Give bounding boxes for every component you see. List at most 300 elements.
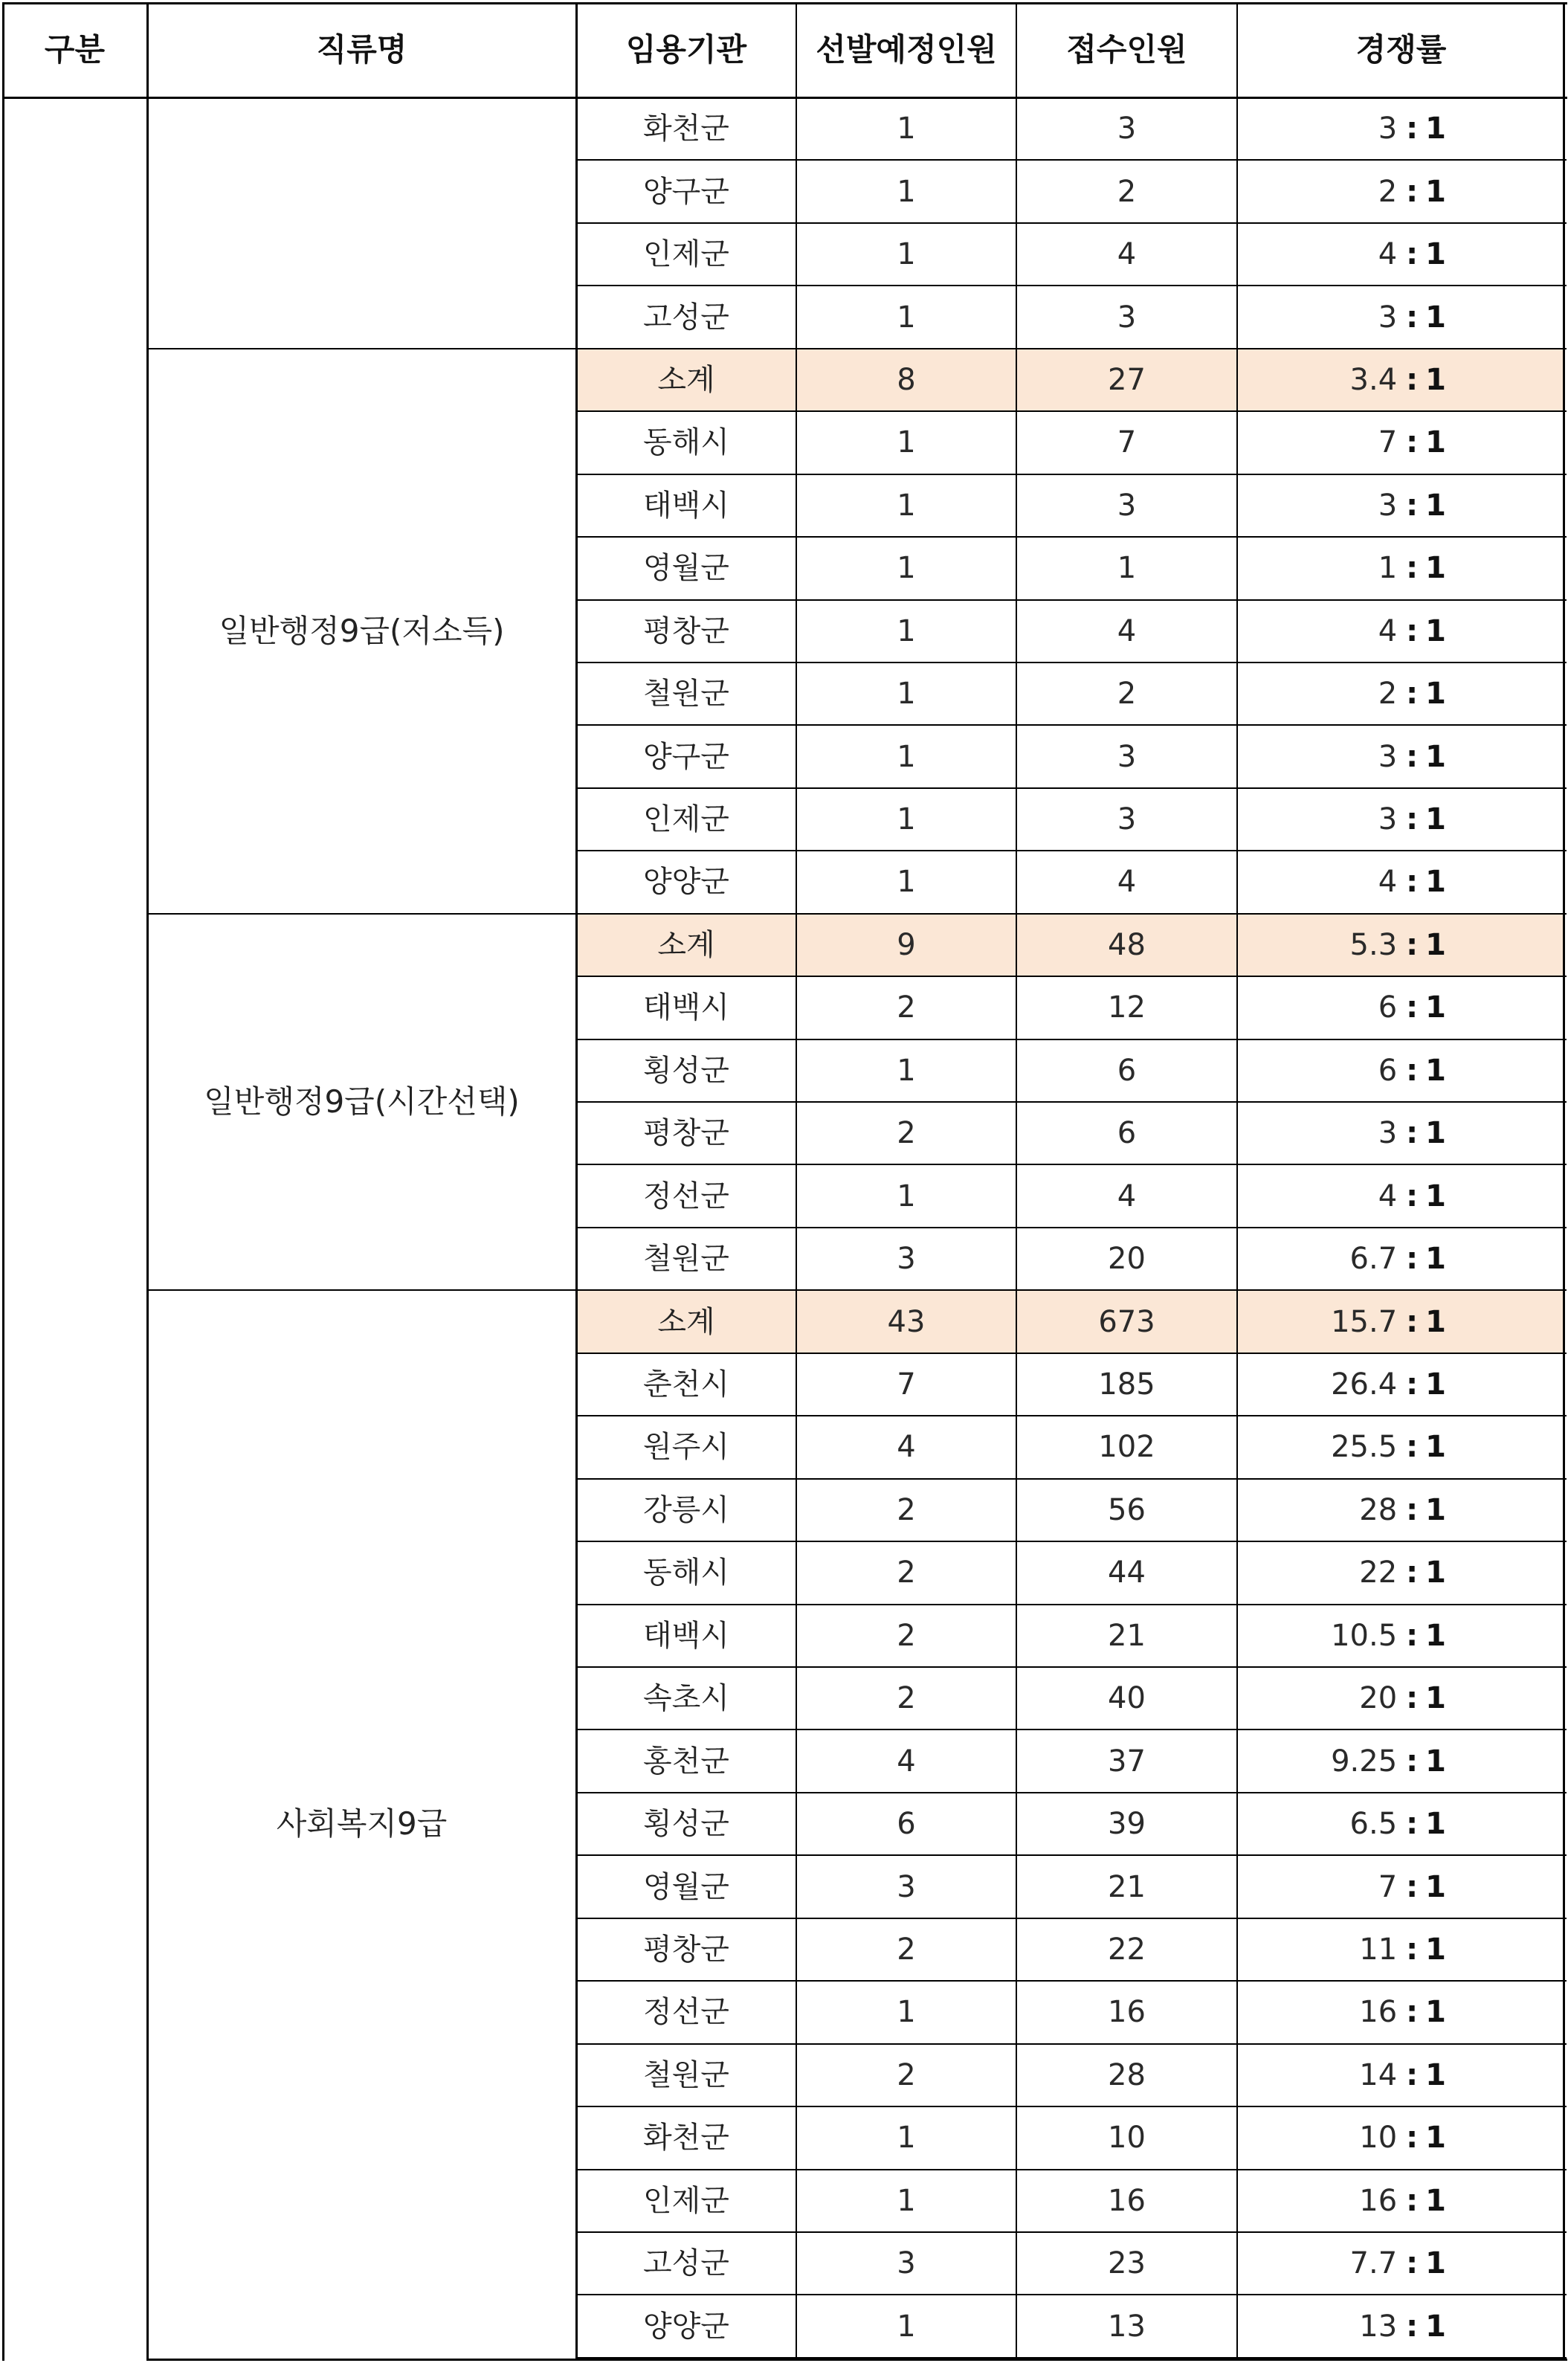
- ratio-denominator: 1: [1425, 362, 1446, 397]
- subtotal-agency-cell: 소계: [576, 1290, 796, 1353]
- ratio-denominator: 1: [1425, 488, 1446, 523]
- ratio-value: 7.7: [1349, 2246, 1398, 2281]
- agency-cell: 평창군: [643, 1932, 729, 1967]
- recruitment-competition-table: [2, 2, 1565, 2361]
- ratio-cell: [1237, 663, 1565, 725]
- applicants-cell: 21: [1108, 1869, 1146, 1904]
- ratio-denominator: 1: [1425, 1618, 1446, 1653]
- ratio-value: 3: [1378, 112, 1398, 146]
- ratio-cell: [1237, 1793, 1565, 1855]
- ratio-denominator: 1: [1425, 1242, 1446, 1277]
- agency-cell: 정선군: [643, 1995, 729, 2030]
- ratio-separator: :: [1406, 739, 1419, 774]
- ratio-denominator: 1: [1425, 2057, 1446, 2092]
- ratio-cell: [1237, 1667, 1565, 1729]
- row-divider: [576, 976, 1567, 977]
- column-divider: [1236, 2, 1238, 2361]
- row-divider: [576, 1666, 1567, 1668]
- ratio-value: 26.4: [1331, 1367, 1398, 1402]
- ratio-cell: [1237, 1479, 1565, 1541]
- group-divider: [147, 1289, 578, 1291]
- row-divider: [576, 913, 1567, 915]
- column-divider: [1016, 2, 1017, 2361]
- agency-cell: 화천군: [643, 112, 729, 146]
- applicants-cell: 37: [1108, 1744, 1146, 1779]
- subtotal-agency-cell: 소계: [576, 914, 796, 976]
- ratio-denominator: 1: [1425, 865, 1446, 900]
- agency-cell: 영월군: [643, 1869, 729, 1904]
- agency-cell: 정선군: [643, 1179, 729, 1213]
- applicants-cell: 6: [1117, 1116, 1137, 1151]
- table-left-border: [2, 2, 4, 2361]
- applicants-cell: 1: [1117, 551, 1137, 586]
- ratio-cell: [1237, 1605, 1565, 1667]
- subtotal-planned-cell: 43: [796, 1290, 1016, 1353]
- row-divider: [576, 474, 1567, 475]
- ratio-separator: :: [1406, 112, 1419, 146]
- planned-cell: 1: [897, 1179, 916, 1213]
- ratio-value: 3: [1378, 300, 1398, 335]
- agency-cell: 태백시: [643, 990, 729, 1025]
- header-applicants: 접수인원: [1066, 31, 1187, 68]
- ratio-denominator: 1: [1425, 1681, 1446, 1716]
- ratio-denominator: 1: [1425, 1869, 1446, 1904]
- ratio-value: 13: [1359, 2309, 1398, 2344]
- applicants-cell: 16: [1108, 2183, 1146, 2218]
- agency-cell: 평창군: [643, 1116, 729, 1151]
- row-divider: [576, 1604, 1567, 1605]
- planned-cell: 2: [897, 1492, 916, 1527]
- ratio-value: 3: [1378, 739, 1398, 774]
- ratio-cell: [1237, 725, 1565, 787]
- ratio-separator: :: [1406, 237, 1419, 272]
- row-divider: [576, 2294, 1567, 2295]
- row-divider: [576, 1039, 1567, 1040]
- planned-cell: 1: [897, 300, 916, 335]
- ratio-cell: [1237, 600, 1565, 663]
- ratio-denominator: 1: [1425, 1556, 1446, 1590]
- ratio-separator: :: [1406, 1242, 1419, 1277]
- ratio-cell: [1237, 1353, 1565, 1416]
- ratio-value: 20: [1359, 1681, 1398, 1716]
- agency-cell: 철원군: [643, 1242, 729, 1277]
- applicants-cell: 4: [1117, 613, 1137, 648]
- ratio-cell: [1237, 1039, 1565, 1102]
- planned-cell: 1: [897, 677, 916, 712]
- ratio-value: 25.5: [1331, 1430, 1398, 1465]
- ratio-separator: :: [1406, 1807, 1419, 1842]
- agency-cell: 인제군: [643, 237, 729, 272]
- ratio-separator: :: [1406, 1053, 1419, 1088]
- row-divider: [576, 1101, 1567, 1103]
- column-divider: [796, 2, 797, 2361]
- planned-cell: 1: [897, 1995, 916, 2030]
- applicants-cell: 10: [1108, 2121, 1146, 2156]
- applicants-cell: 40: [1108, 1681, 1146, 1716]
- row-divider: [576, 410, 1567, 412]
- subtotal-planned-cell: 8: [796, 349, 1016, 411]
- applicants-cell: 21: [1108, 1618, 1146, 1653]
- ratio-separator: :: [1406, 865, 1419, 900]
- ratio-separator: :: [1406, 1179, 1419, 1213]
- ratio-value: 2: [1378, 677, 1398, 712]
- header-ratio: 경쟁률: [1355, 31, 1447, 68]
- row-divider: [576, 1918, 1567, 1919]
- ratio-cell: [1237, 976, 1565, 1039]
- header-bottom-border: [2, 97, 1567, 99]
- subtotal-applicants-cell: 673: [1016, 1290, 1237, 1353]
- ratio-denominator: 1: [1425, 1744, 1446, 1779]
- applicants-cell: 3: [1117, 300, 1137, 335]
- applicants-cell: 2: [1117, 677, 1137, 712]
- ratio-value: 4: [1378, 1179, 1398, 1213]
- agency-cell: 철원군: [643, 2057, 729, 2092]
- ratio-value: 7: [1378, 425, 1398, 460]
- header-category: 구분: [44, 31, 106, 68]
- ratio-separator: :: [1406, 2057, 1419, 2092]
- applicants-cell: 4: [1117, 865, 1137, 900]
- applicants-cell: 56: [1108, 1492, 1146, 1527]
- ratio-separator: :: [1406, 1932, 1419, 1967]
- ratio-separator: :: [1406, 174, 1419, 209]
- applicants-cell: 44: [1108, 1556, 1146, 1590]
- ratio-value: 10.5: [1331, 1618, 1398, 1653]
- ratio-denominator: 1: [1425, 1932, 1446, 1967]
- planned-cell: 1: [897, 237, 916, 272]
- ratio-cell: [1237, 2106, 1565, 2169]
- group-divider: [147, 348, 578, 349]
- planned-cell: 2: [897, 1556, 916, 1590]
- applicants-cell: 22: [1108, 1932, 1146, 1967]
- planned-cell: 1: [897, 1053, 916, 1088]
- applicants-cell: 185: [1098, 1367, 1155, 1402]
- ratio-denominator: 1: [1425, 739, 1446, 774]
- row-divider: [576, 2106, 1567, 2107]
- ratio-cell: [1237, 1541, 1565, 1604]
- ratio-separator: :: [1406, 1744, 1419, 1779]
- ratio-cell: [1237, 411, 1565, 474]
- row-divider: [576, 1980, 1567, 1982]
- ratio-denominator: 1: [1425, 112, 1446, 146]
- ratio-value: 7: [1378, 1869, 1398, 1904]
- ratio-separator: :: [1406, 1430, 1419, 1465]
- ratio-denominator: 1: [1425, 802, 1446, 837]
- agency-cell: 고성군: [643, 300, 729, 335]
- agency-cell: 인제군: [643, 2183, 729, 2218]
- ratio-separator: :: [1406, 488, 1419, 523]
- agency-cell: 횡성군: [643, 1807, 729, 1842]
- agency-cell: 양구군: [643, 739, 729, 774]
- ratio-separator: :: [1406, 1304, 1419, 1339]
- row-divider: [576, 1289, 1567, 1291]
- ratio-denominator: 1: [1425, 990, 1446, 1025]
- table-top-border: [2, 2, 1567, 4]
- ratio-value: 1: [1378, 551, 1398, 586]
- row-divider: [576, 1227, 1567, 1228]
- ratio-cell: [1237, 788, 1565, 851]
- column-divider: [146, 2, 149, 2361]
- ratio-separator: :: [1406, 1995, 1419, 2030]
- ratio-denominator: 1: [1425, 613, 1446, 648]
- ratio-separator: :: [1406, 613, 1419, 648]
- planned-cell: 1: [897, 865, 916, 900]
- ratio-value: 6: [1378, 990, 1398, 1025]
- subtotal-applicants-cell: 48: [1016, 914, 1237, 976]
- ratio-separator: :: [1406, 2309, 1419, 2344]
- ratio-separator: :: [1406, 1618, 1419, 1653]
- row-divider: [576, 1854, 1567, 1856]
- ratio-value: 15.7: [1331, 1304, 1398, 1339]
- ratio-cell: [1237, 1981, 1565, 2043]
- ratio-value: 3: [1378, 802, 1398, 837]
- ratio-separator: :: [1406, 551, 1419, 586]
- ratio-value: 6.5: [1349, 1807, 1398, 1842]
- ratio-value: 16: [1359, 1995, 1398, 2030]
- planned-cell: 1: [897, 739, 916, 774]
- planned-cell: 4: [897, 1430, 916, 1465]
- ratio-cell: [1237, 1416, 1565, 1478]
- ratio-cell: [1237, 97, 1565, 160]
- applicants-cell: 7: [1117, 425, 1137, 460]
- row-divider: [576, 662, 1567, 663]
- planned-cell: 1: [897, 613, 916, 648]
- agency-cell: 양구군: [643, 174, 729, 209]
- agency-cell: 강릉시: [643, 1492, 729, 1527]
- ratio-denominator: 1: [1425, 927, 1446, 962]
- row-divider: [576, 285, 1567, 286]
- ratio-separator: :: [1406, 362, 1419, 397]
- applicants-cell: 12: [1108, 990, 1146, 1025]
- subtotal-ratio-cell: [1237, 349, 1565, 411]
- row-divider: [576, 1353, 1567, 1354]
- agency-cell: 고성군: [643, 2246, 729, 2281]
- planned-cell: 3: [897, 2246, 916, 2281]
- ratio-denominator: 1: [1425, 677, 1446, 712]
- ratio-denominator: 1: [1425, 1304, 1446, 1339]
- ratio-separator: :: [1406, 677, 1419, 712]
- planned-cell: 2: [897, 1681, 916, 1716]
- row-divider: [576, 159, 1567, 161]
- ratio-denominator: 1: [1425, 1116, 1446, 1151]
- planned-cell: 1: [897, 2121, 916, 2156]
- agency-cell: 홍천군: [643, 1744, 729, 1779]
- ratio-value: 9.25: [1331, 1744, 1398, 1779]
- ratio-denominator: 1: [1425, 1807, 1446, 1842]
- ratio-separator: :: [1406, 300, 1419, 335]
- planned-cell: 3: [897, 1242, 916, 1277]
- row-divider: [576, 1164, 1567, 1165]
- planned-cell: 1: [897, 802, 916, 837]
- job-group-cell: [147, 97, 576, 349]
- ratio-denominator: 1: [1425, 1492, 1446, 1527]
- planned-cell: 3: [897, 1869, 916, 1904]
- applicants-cell: 2: [1117, 174, 1137, 209]
- planned-cell: 1: [897, 2183, 916, 2218]
- ratio-separator: :: [1406, 2183, 1419, 2218]
- planned-cell: 2: [897, 1618, 916, 1653]
- planned-cell: 1: [897, 2309, 916, 2344]
- row-divider: [576, 1415, 1567, 1416]
- ratio-separator: :: [1406, 1367, 1419, 1402]
- ratio-separator: :: [1406, 1556, 1419, 1590]
- ratio-denominator: 1: [1425, 2309, 1446, 2344]
- applicants-cell: 28: [1108, 2057, 1146, 2092]
- applicants-cell: 16: [1108, 1995, 1146, 2030]
- planned-cell: 7: [897, 1367, 916, 1402]
- group-divider: [147, 913, 578, 915]
- ratio-separator: :: [1406, 425, 1419, 460]
- header-agency: 임용기관: [625, 31, 747, 68]
- agency-cell: 인제군: [643, 802, 729, 837]
- table-right-border: [1563, 2, 1565, 2361]
- ratio-value: 3.4: [1349, 362, 1398, 397]
- job-group-cell: 일반행정9급(시간선택): [204, 1083, 520, 1121]
- applicants-cell: 3: [1117, 112, 1137, 146]
- ratio-separator: :: [1406, 1116, 1419, 1151]
- agency-cell: 춘천시: [643, 1367, 729, 1402]
- row-divider: [576, 599, 1567, 601]
- row-divider: [576, 2169, 1567, 2170]
- ratio-value: 4: [1378, 865, 1398, 900]
- ratio-cell: [1237, 286, 1565, 348]
- ratio-cell: [1237, 2295, 1565, 2357]
- row-divider: [576, 787, 1567, 789]
- ratio-cell: [1237, 1228, 1565, 1290]
- planned-cell: 2: [897, 990, 916, 1025]
- agency-cell: 양양군: [643, 865, 729, 900]
- row-divider: [576, 724, 1567, 726]
- ratio-cell: [1237, 1729, 1565, 1792]
- ratio-denominator: 1: [1425, 237, 1446, 272]
- row-divider: [576, 348, 1567, 349]
- ratio-denominator: 1: [1425, 1430, 1446, 1465]
- ratio-value: 16: [1359, 2183, 1398, 2218]
- ratio-value: 5.3: [1349, 927, 1398, 962]
- ratio-separator: :: [1406, 927, 1419, 962]
- applicants-cell: 102: [1098, 1430, 1155, 1465]
- ratio-value: 11: [1359, 1932, 1398, 1967]
- header-job: 직류명: [316, 31, 407, 68]
- subtotal-ratio-cell: [1237, 914, 1565, 976]
- ratio-cell: [1237, 2170, 1565, 2232]
- agency-cell: 철원군: [643, 677, 729, 712]
- header-planned: 선발예정인원: [816, 31, 997, 68]
- ratio-separator: :: [1406, 1681, 1419, 1716]
- applicants-cell: 3: [1117, 802, 1137, 837]
- ratio-denominator: 1: [1425, 1179, 1446, 1213]
- agency-cell: 횡성군: [643, 1053, 729, 1088]
- row-divider: [576, 850, 1567, 851]
- planned-cell: 1: [897, 551, 916, 586]
- agency-cell: 동해시: [643, 425, 729, 460]
- ratio-value: 10: [1359, 2121, 1398, 2156]
- row-divider: [576, 1729, 1567, 1730]
- planned-cell: 6: [897, 1807, 916, 1842]
- applicants-cell: 20: [1108, 1242, 1146, 1277]
- ratio-separator: :: [1406, 802, 1419, 837]
- row-divider: [576, 2231, 1567, 2233]
- agency-cell: 원주시: [643, 1430, 729, 1465]
- ratio-cell: [1237, 160, 1565, 222]
- ratio-cell: [1237, 1164, 1565, 1227]
- subtotal-planned-cell: 9: [796, 914, 1016, 976]
- ratio-cell: [1237, 223, 1565, 286]
- ratio-denominator: 1: [1425, 2121, 1446, 2156]
- row-divider: [576, 1792, 1567, 1793]
- applicants-cell: 3: [1117, 488, 1137, 523]
- planned-cell: 4: [897, 1744, 916, 1779]
- agency-cell: 태백시: [643, 488, 729, 523]
- applicants-cell: 3: [1117, 739, 1137, 774]
- column-divider: [575, 2, 578, 2361]
- agency-cell: 양양군: [643, 2309, 729, 2344]
- ratio-separator: :: [1406, 1869, 1419, 1904]
- subtotal-ratio-cell: [1237, 1290, 1565, 1353]
- ratio-value: 4: [1378, 237, 1398, 272]
- ratio-denominator: 1: [1425, 2183, 1446, 2218]
- applicants-cell: 39: [1108, 1807, 1146, 1842]
- ratio-denominator: 1: [1425, 551, 1446, 586]
- ratio-denominator: 1: [1425, 425, 1446, 460]
- ratio-value: 3: [1378, 1116, 1398, 1151]
- ratio-cell: [1237, 1102, 1565, 1164]
- ratio-separator: :: [1406, 990, 1419, 1025]
- ratio-denominator: 1: [1425, 1367, 1446, 1402]
- agency-cell: 태백시: [643, 1618, 729, 1653]
- ratio-separator: :: [1406, 2121, 1419, 2156]
- ratio-denominator: 1: [1425, 1053, 1446, 1088]
- ratio-value: 2: [1378, 174, 1398, 209]
- subtotal-agency-cell: 소계: [576, 349, 796, 411]
- ratio-value: 6: [1378, 1053, 1398, 1088]
- planned-cell: 2: [897, 1116, 916, 1151]
- ratio-value: 14: [1359, 2057, 1398, 2092]
- ratio-cell: [1237, 537, 1565, 599]
- planned-cell: 1: [897, 174, 916, 209]
- ratio-separator: :: [1406, 1492, 1419, 1527]
- planned-cell: 1: [897, 488, 916, 523]
- agency-cell: 화천군: [643, 2121, 729, 2156]
- ratio-denominator: 1: [1425, 2246, 1446, 2281]
- ratio-value: 3: [1378, 488, 1398, 523]
- ratio-denominator: 1: [1425, 174, 1446, 209]
- row-divider: [576, 222, 1567, 224]
- ratio-cell: [1237, 1918, 1565, 1981]
- job-group-cell: 사회복지9급: [276, 1805, 448, 1843]
- ratio-cell: [1237, 2044, 1565, 2106]
- job-group-cell: 일반행정9급(저소득): [219, 612, 505, 649]
- ratio-denominator: 1: [1425, 1995, 1446, 2030]
- planned-cell: 1: [897, 425, 916, 460]
- planned-cell: 2: [897, 2057, 916, 2092]
- row-divider: [576, 536, 1567, 538]
- ratio-denominator: 1: [1425, 300, 1446, 335]
- applicants-cell: 4: [1117, 237, 1137, 272]
- applicants-cell: 4: [1117, 1179, 1137, 1213]
- row-divider: [576, 1541, 1567, 1542]
- ratio-value: 28: [1359, 1492, 1398, 1527]
- ratio-separator: :: [1406, 2246, 1419, 2281]
- ratio-cell: [1237, 2232, 1565, 2295]
- ratio-cell: [1237, 1855, 1565, 1918]
- ratio-value: 22: [1359, 1556, 1398, 1590]
- applicants-cell: 23: [1108, 2246, 1146, 2281]
- subtotal-applicants-cell: 27: [1016, 349, 1237, 411]
- table-bottom-border: [147, 2359, 1567, 2361]
- applicants-cell: 6: [1117, 1053, 1137, 1088]
- row-divider: [576, 1478, 1567, 1480]
- row-divider: [576, 2043, 1567, 2045]
